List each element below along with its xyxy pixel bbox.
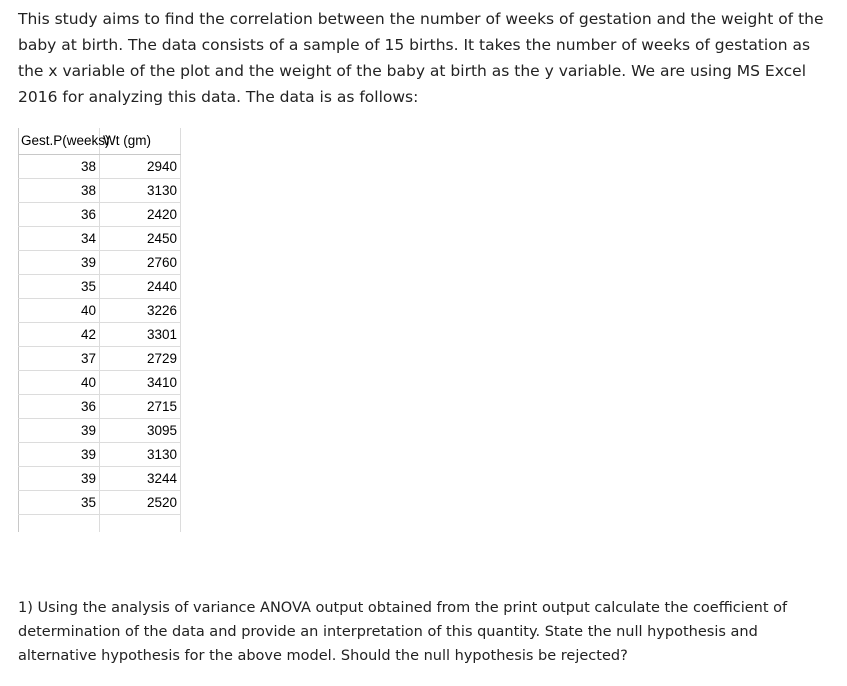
table-row: [19, 490, 181, 514]
weight-cell: 3301: [100, 322, 181, 346]
weight-cell: 3130: [100, 442, 181, 466]
table-row: [19, 322, 181, 346]
weight-cell: 3095: [100, 418, 181, 442]
weight-cell: 2440: [100, 274, 181, 298]
weight-cell: 3130: [100, 178, 181, 202]
intro-paragraph: This study aims to find the correlation between the number of weeks of gestation and the weight of the baby at birth. The data consists of a sample of 15 births. It takes the number of weeks of gestation as the x variable of the plot and the weight of the baby at birth as the y variable. We are using MS Excel 2016 for analyzing this data. The data is as follows:: [18, 10, 824, 106]
gestation-cell: 38: [19, 154, 100, 178]
gestation-cell: 39: [19, 442, 100, 466]
gestation-cell: 37: [19, 346, 100, 370]
table-header-row: [19, 128, 181, 154]
table-row: [19, 346, 181, 370]
table-row: [19, 466, 181, 490]
weight-cell: 3244: [100, 466, 181, 490]
weight-cell: 2715: [100, 394, 181, 418]
table-row: [19, 370, 181, 394]
gestation-cell: 35: [19, 490, 100, 514]
gestation-cell: 39: [19, 250, 100, 274]
empty-cell: [19, 514, 100, 532]
weight-cell: 2420: [100, 202, 181, 226]
gestation-cell: 39: [19, 466, 100, 490]
table-row: [19, 298, 181, 322]
header-weight: Wt (gm): [100, 128, 181, 154]
empty-cell: [100, 514, 181, 532]
table-row: [19, 202, 181, 226]
table-row: [19, 226, 181, 250]
table-row: [19, 274, 181, 298]
weight-cell: 2760: [100, 250, 181, 274]
table-row: [19, 154, 181, 178]
weight-cell: 2450: [100, 226, 181, 250]
weight-cell: 2520: [100, 490, 181, 514]
table-row: [19, 418, 181, 442]
gestation-cell: 39: [19, 418, 100, 442]
gestation-cell: 35: [19, 274, 100, 298]
gestation-cell: 40: [19, 298, 100, 322]
gestation-cell: 42: [19, 322, 100, 346]
table-row: [19, 178, 181, 202]
gestation-cell: 34: [19, 226, 100, 250]
gestation-cell: 36: [19, 202, 100, 226]
table-row: [19, 442, 181, 466]
header-gestation: Gest.P(weeks): [19, 128, 100, 154]
table-row: [19, 394, 181, 418]
table-row-empty: [19, 514, 181, 532]
question-paragraph: 1) Using the analysis of variance ANOVA output obtained from the print output calculate the coefficient of determination of the data and provide an interpretation of this quantity. State the null hypothesis and alternative hypothesis for the above model. Should the null hypothesis be rejected?: [18, 600, 788, 664]
weight-cell: 2940: [100, 154, 181, 178]
data-table: [18, 128, 181, 532]
weight-cell: 3410: [100, 370, 181, 394]
weight-cell: 2729: [100, 346, 181, 370]
gestation-cell: 40: [19, 370, 100, 394]
table-row: [19, 250, 181, 274]
weight-cell: 3226: [100, 298, 181, 322]
gestation-cell: 36: [19, 394, 100, 418]
gestation-cell: 38: [19, 178, 100, 202]
